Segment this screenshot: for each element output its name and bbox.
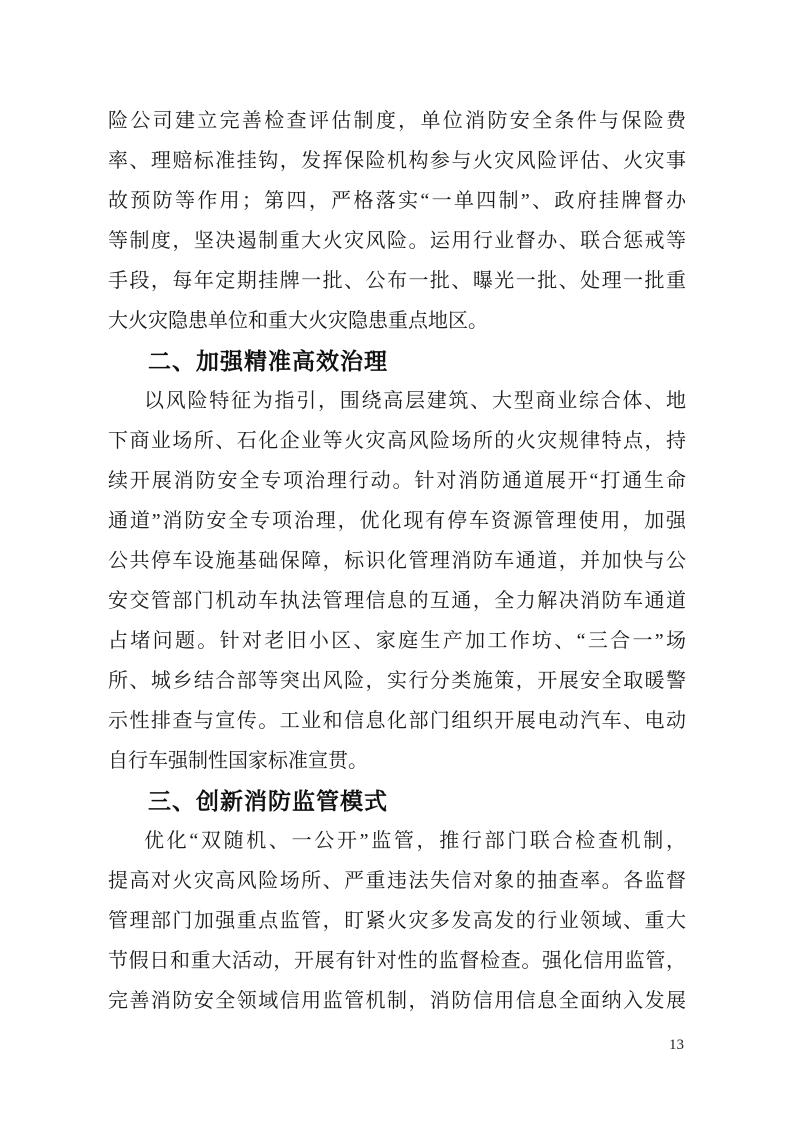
text-line: 完善消防安全领域信用监管机制，消防信用信息全面纳入发展 xyxy=(108,990,686,1012)
page-number: 13 xyxy=(669,1037,684,1053)
paragraph xyxy=(108,821,686,1021)
text-line: 公共停车设施基础保障，标识化管理消防车通道，并加快与公 xyxy=(108,550,686,572)
text-line: 自行车强制性国家标准宣贯。 xyxy=(108,750,368,772)
text-line: 通道”消防安全专项治理，优化现有停车资源管理使用，加强 xyxy=(108,510,686,532)
text-line: 续开展消防安全专项治理行动。针对消防通道展开“打通生命 xyxy=(108,470,686,492)
paragraph xyxy=(108,101,686,341)
text-line: 手段，每年定期挂牌一批、公布一批、曝光一批、处理一批重 xyxy=(108,270,686,292)
document-body xyxy=(108,101,686,1021)
text-line: 率、理赔标准挂钩，发挥保险机构参与火灾风险评估、火灾事 xyxy=(108,150,686,172)
section-heading: 三、创新消防监管模式 xyxy=(148,788,388,814)
text-line: 大火灾隐患单位和重大火灾隐患重点地区。 xyxy=(108,310,488,332)
text-line: 优化“双随机、一公开”监管，推行部门联合检查机制， xyxy=(144,830,686,852)
text-line: 提高对火灾高风险场所、严重违法失信对象的抽查率。各监督 xyxy=(108,870,686,892)
text-line: 险公司建立完善检查评估制度，单位消防安全条件与保险费 xyxy=(108,110,686,132)
text-line: 占堵问题。针对老旧小区、家庭生产加工作坊、“三合一”场 xyxy=(108,630,686,652)
paragraph xyxy=(108,381,686,781)
section-heading: 二、加强精准高效治理 xyxy=(148,348,388,374)
text-line: 等制度，坚决遏制重大火灾风险。运用行业督办、联合惩戒等 xyxy=(108,230,686,252)
text-line: 下商业场所、石化企业等火灾高风险场所的火灾规律特点，持 xyxy=(108,430,686,452)
text-line: 安交管部门机动车执法管理信息的互通，全力解决消防车通道 xyxy=(108,590,686,612)
text-line: 故预防等作用；第四，严格落实“一单四制”、政府挂牌督办 xyxy=(108,190,686,212)
text-line: 管理部门加强重点监管，盯紧火灾多发高发的行业领域、重大 xyxy=(108,910,686,932)
text-line: 以风险特征为指引，围绕高层建筑、大型商业综合体、地 xyxy=(144,390,686,412)
text-line: 示性排查与宣传。工业和信息化部门组织开展电动汽车、电动 xyxy=(108,710,686,732)
text-line: 所、城乡结合部等突出风险，实行分类施策，开展安全取暖警 xyxy=(108,670,686,692)
text-line: 节假日和重大活动，开展有针对性的监督检查。强化信用监管， xyxy=(108,950,686,972)
